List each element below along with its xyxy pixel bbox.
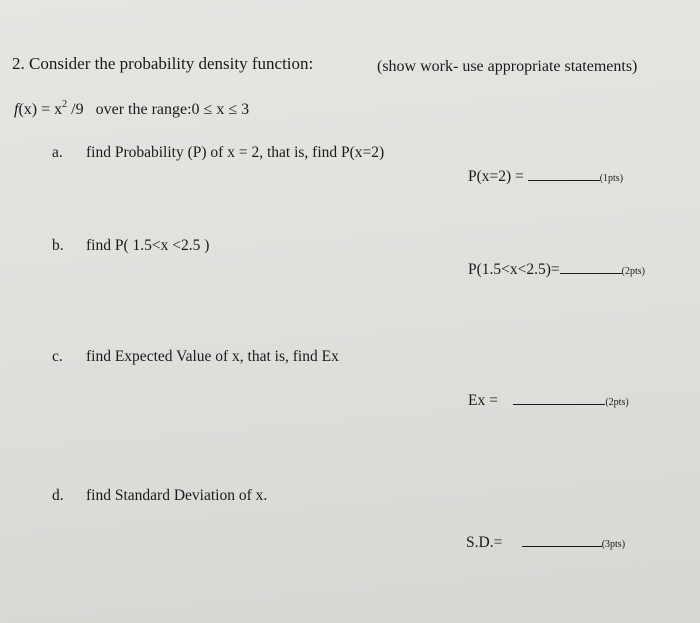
question-text: find Expected Value of x, that is, find Ex [86, 348, 339, 365]
answer-label: S.D.= [466, 534, 503, 551]
points-label: (2pts) [605, 397, 629, 408]
question-text: find Standard Deviation of x. [86, 487, 268, 504]
function-lhs: (x) = x [18, 101, 63, 118]
question-b [52, 237, 209, 255]
question-label: c. [52, 348, 63, 365]
question-label: d. [52, 487, 64, 504]
answer-a [468, 166, 623, 186]
instruction-note: (show work- use appropriate statements) [377, 58, 638, 75]
answer-label: Ex = [468, 392, 498, 409]
answer-label: P(1.5<x<2.5)= [468, 261, 560, 278]
problem-title: 2. Consider the probability density function: [12, 54, 314, 73]
question-text: find Probability (P) of x = 2, that is, find P(x=2) [86, 144, 385, 161]
points-label: (2pts) [621, 266, 646, 277]
answer-c [468, 390, 629, 410]
function-range: over the range:0 ≤ x ≤ 3 [95, 101, 250, 118]
points-label: (3pts) [601, 539, 626, 550]
answer-blank[interactable] [528, 166, 600, 181]
points-label: (1pts) [599, 173, 624, 184]
question-c [52, 348, 339, 366]
answer-blank[interactable] [560, 259, 622, 274]
function-rhs: /9 [67, 101, 84, 118]
answer-d [466, 532, 625, 552]
question-d [52, 487, 267, 505]
answer-blank[interactable] [513, 390, 605, 405]
question-text: find P( 1.5<x <2.5 ) [86, 237, 210, 254]
function-symbol: f [14, 101, 19, 118]
question-label: a. [52, 144, 63, 161]
answer-b [468, 259, 645, 279]
density-function [14, 99, 249, 119]
question-a [52, 144, 384, 162]
function-exponent: 2 [62, 99, 68, 110]
answer-label: P(x=2) = [468, 168, 524, 185]
answer-blank[interactable] [522, 532, 602, 547]
question-label: b. [52, 237, 64, 254]
